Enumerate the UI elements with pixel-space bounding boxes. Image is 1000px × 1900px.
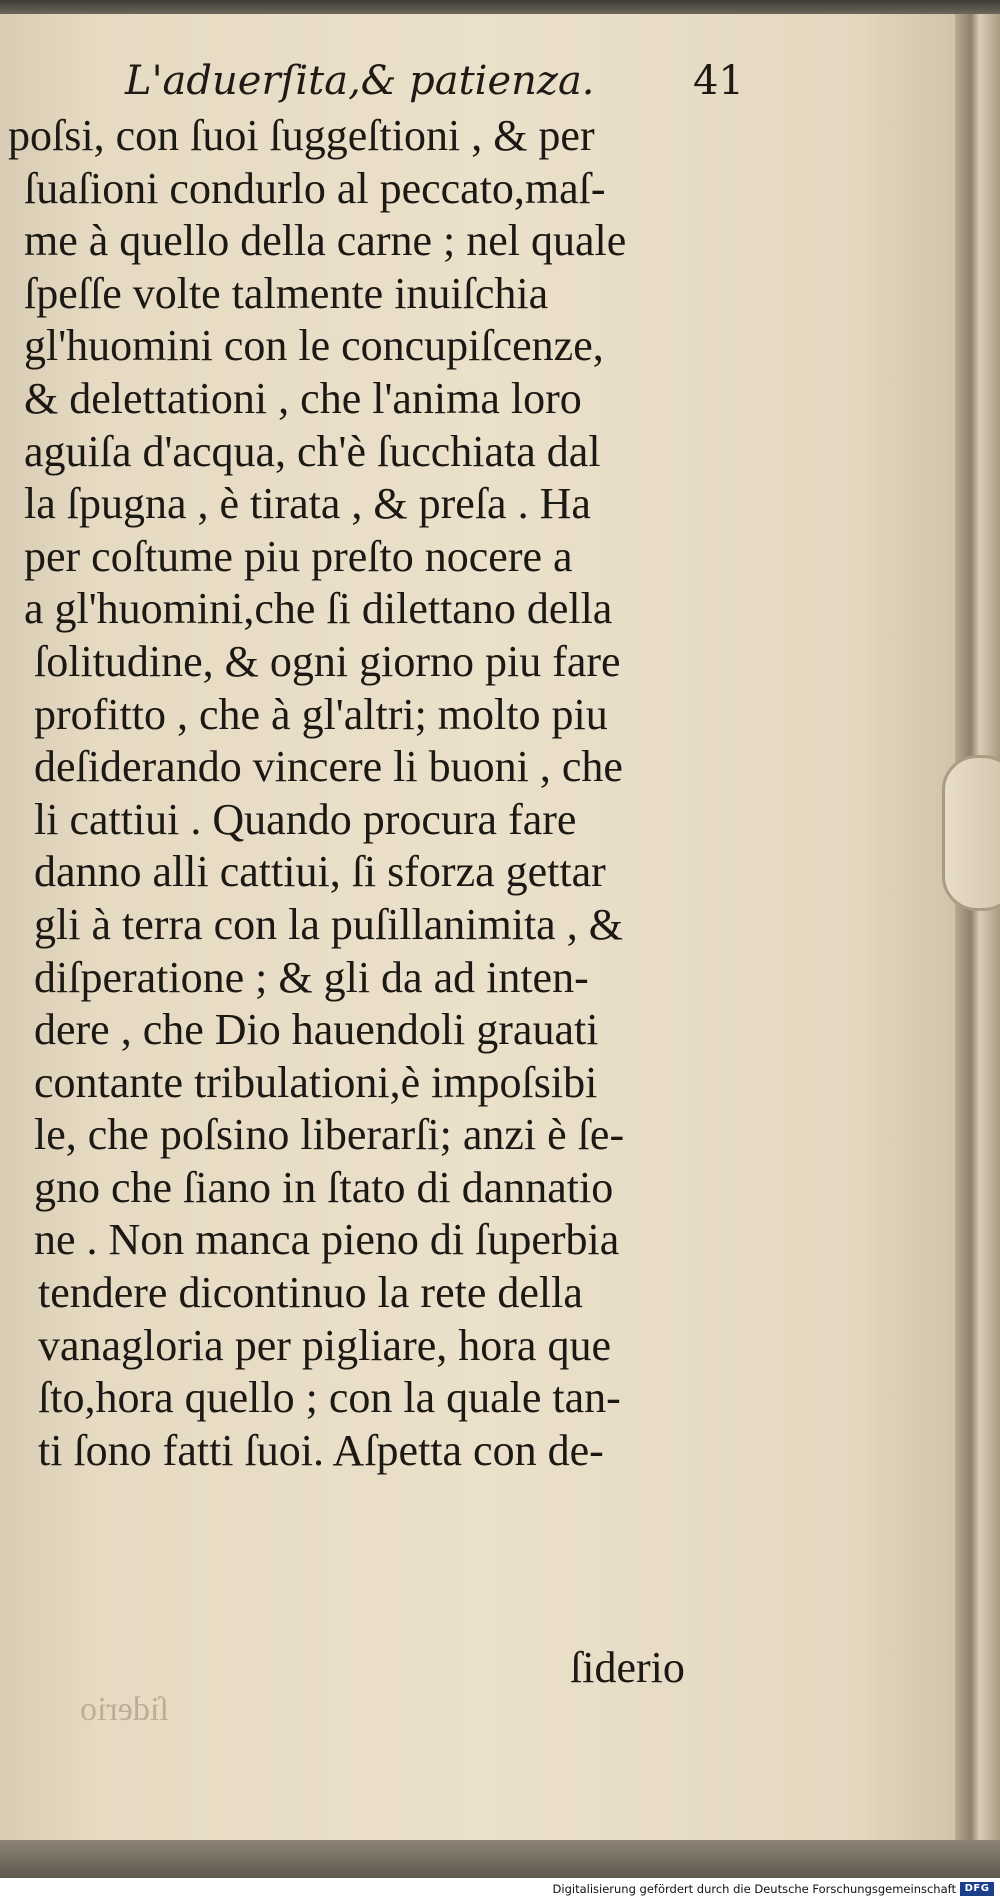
text-line: deſiderando vincere li buoni , che — [34, 742, 623, 792]
text-line: aguiſa d'acqua, ch'è ſucchiata dal — [24, 426, 601, 476]
book-clasp — [942, 755, 1000, 911]
body-text — [0, 110, 790, 1477]
text-line: profitto , che à gl'altri; molto piu — [34, 689, 608, 739]
text-line: le, che poſsino liberarſi; anzi è ſe- — [34, 1110, 625, 1160]
text-line: ſpeſſe volte talmente inuiſchia — [24, 268, 549, 318]
text-line: danno alli cattiui, ſi sforza gettar — [34, 847, 606, 897]
page-fore-edge — [955, 14, 1000, 1844]
text-line: a gl'huomini,che ſi dilettano della — [24, 584, 613, 634]
page-number: 41 — [693, 58, 744, 104]
text-line: poſsi, con ſuoi ſuggeſtioni , & per — [8, 111, 595, 160]
text-line: diſperatione ; & gli da ad inten- — [34, 952, 589, 1002]
text-line: contante tribulationi,è impoſsibi — [34, 1057, 598, 1107]
text-line: gno che ſiano in ſtato di dannatio — [34, 1162, 614, 1212]
text-line: ſuaſioni condurlo al peccato,maſ- — [24, 163, 606, 213]
book-top-edge — [0, 0, 1000, 14]
text-line: li cattiui . Quando procura fare — [34, 794, 577, 844]
text-line: per coſtume piu preſto nocere a — [24, 531, 573, 581]
text-line: ſto,hora quello ; con la quale tan- — [38, 1373, 621, 1423]
text-line: gl'huomini con le concupiſcenze, — [24, 321, 604, 371]
running-head: L'aduerſita,& patienza. — [125, 58, 595, 104]
text-line: gli à terra con la puſillanimita , & — [34, 899, 623, 949]
bleed-through-text: ſiderio — [80, 1691, 169, 1728]
book-bottom-edge — [0, 1840, 1000, 1878]
text-line: me à quello della carne ; nel quale — [24, 216, 627, 266]
dfg-logo: DFG — [960, 1882, 994, 1896]
text-line: dere , che Dio hauendoli grauati — [34, 1005, 599, 1055]
text-line: tendere dicontinuo la rete della — [38, 1268, 583, 1318]
text-line: la ſpugna , è tirata , & preſa . Ha — [24, 479, 591, 529]
catchword: ſiderio — [570, 1643, 685, 1692]
text-line: ne . Non manca pieno di ſuperbia — [34, 1215, 620, 1265]
text-line: vanagloria per pigliare, hora que — [38, 1320, 611, 1370]
text-line: ſolitudine, & ogni giorno piu fare — [34, 636, 621, 686]
text-line: ti ſono fatti ſuoi. Aſpetta con de- — [38, 1425, 604, 1475]
digitization-credit: Digitalisierung gefördert durch die Deutsche Forschungsgemeinschaft — [552, 1882, 956, 1896]
text-line: & delettationi , che l'anima loro — [24, 373, 582, 423]
